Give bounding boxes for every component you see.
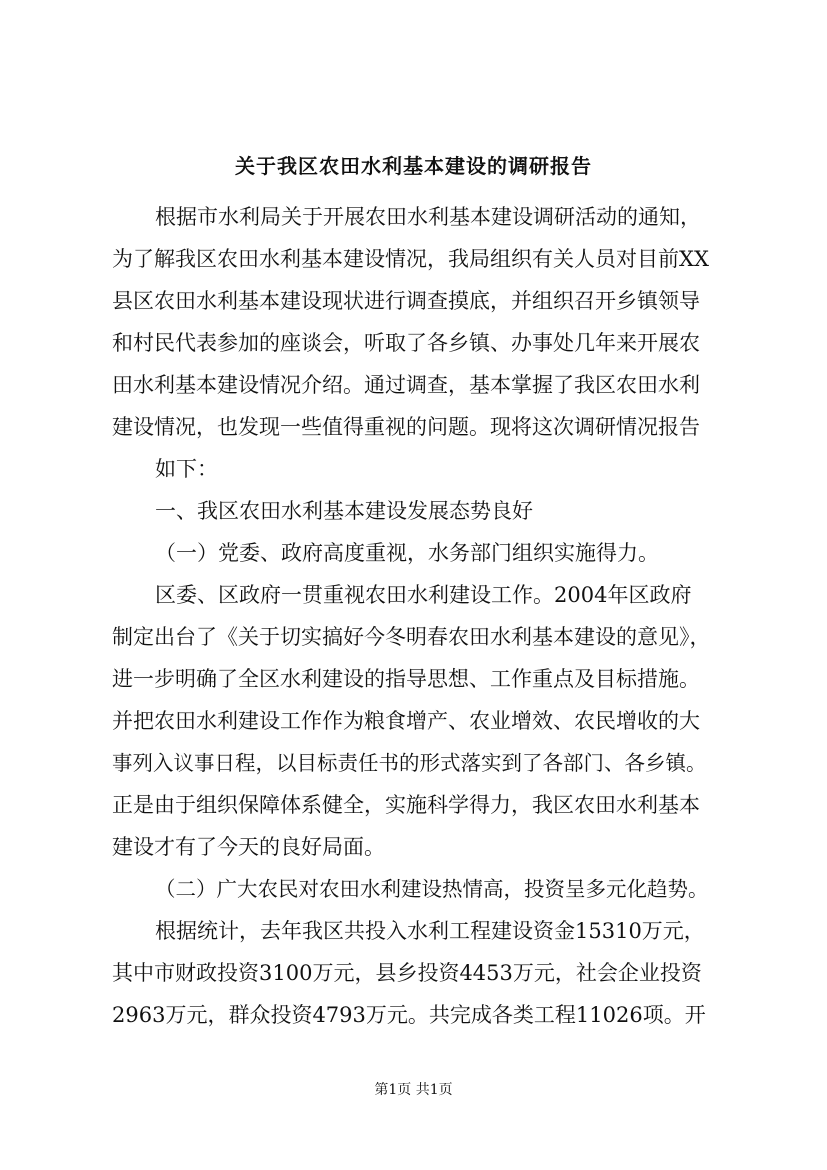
subsection-heading: （一）党委、政府高度重视，水务部门组织实施得力。	[155, 541, 659, 565]
paragraph-line: 根据统计，去年我区共投入水利工程建设资金15310万元，	[155, 919, 705, 943]
paragraph-line: 建设情况，也发现一些值得重视的问题。现将这次调研情况报告	[112, 415, 700, 439]
paragraph-line: 县区农田水利基本建设现状进行调查摸底，并组织召开乡镇领导	[112, 289, 700, 313]
paragraph-line: 2963万元，群众投资4793万元。共完成各类工程11026项。开	[112, 1003, 706, 1027]
paragraph-line: 其中市财政投资3100万元，县乡投资4453万元，社会企业投资	[112, 961, 702, 985]
paragraph-line: 建设才有了今天的良好局面。	[112, 835, 385, 859]
document-title: 关于我区农田水利基本建设的调研报告	[235, 154, 592, 178]
paragraph-line: 进一步明确了全区水利建设的指导思想、工作重点及目标措施。	[112, 667, 700, 691]
paragraph-line: 田水利基本建设情况介绍。通过调查，基本掌握了我区农田水利	[112, 373, 700, 397]
paragraph-line: 如下：	[155, 457, 218, 481]
subsection-heading: （二）广大农民对农田水利建设热情高，投资呈多元化趋势。	[155, 877, 709, 901]
paragraph-line: 根据市水利局关于开展农田水利基本建设调研活动的通知，	[155, 205, 701, 229]
paragraph-line: 和村民代表参加的座谈会，听取了各乡镇、办事处几年来开展农	[112, 331, 700, 355]
paragraph-line: 为了解我区农田水利基本建设情况，我局组织有关人员对目前XX	[112, 247, 709, 271]
paragraph-line: 正是由于组织保障体系健全，实施科学得力，我区农田水利基本	[112, 793, 700, 817]
paragraph-line: 区委、区政府一贯重视农田水利建设工作。2004年区政府	[155, 583, 692, 607]
paragraph-line: 并把农田水利建设工作作为粮食增产、农业增效、农民增收的大	[112, 709, 700, 733]
section-heading: 一、我区农田水利基本建设发展态势良好	[155, 499, 533, 523]
paragraph-line: 事列入议事日程，以目标责任书的形式落实到了各部门、各乡镇。	[112, 751, 707, 775]
page-number-footer: 第1页 共1页	[374, 1082, 453, 1098]
paragraph-line: 制定出台了《关于切实搞好今冬明春农田水利基本建设的意见》，	[112, 625, 711, 649]
